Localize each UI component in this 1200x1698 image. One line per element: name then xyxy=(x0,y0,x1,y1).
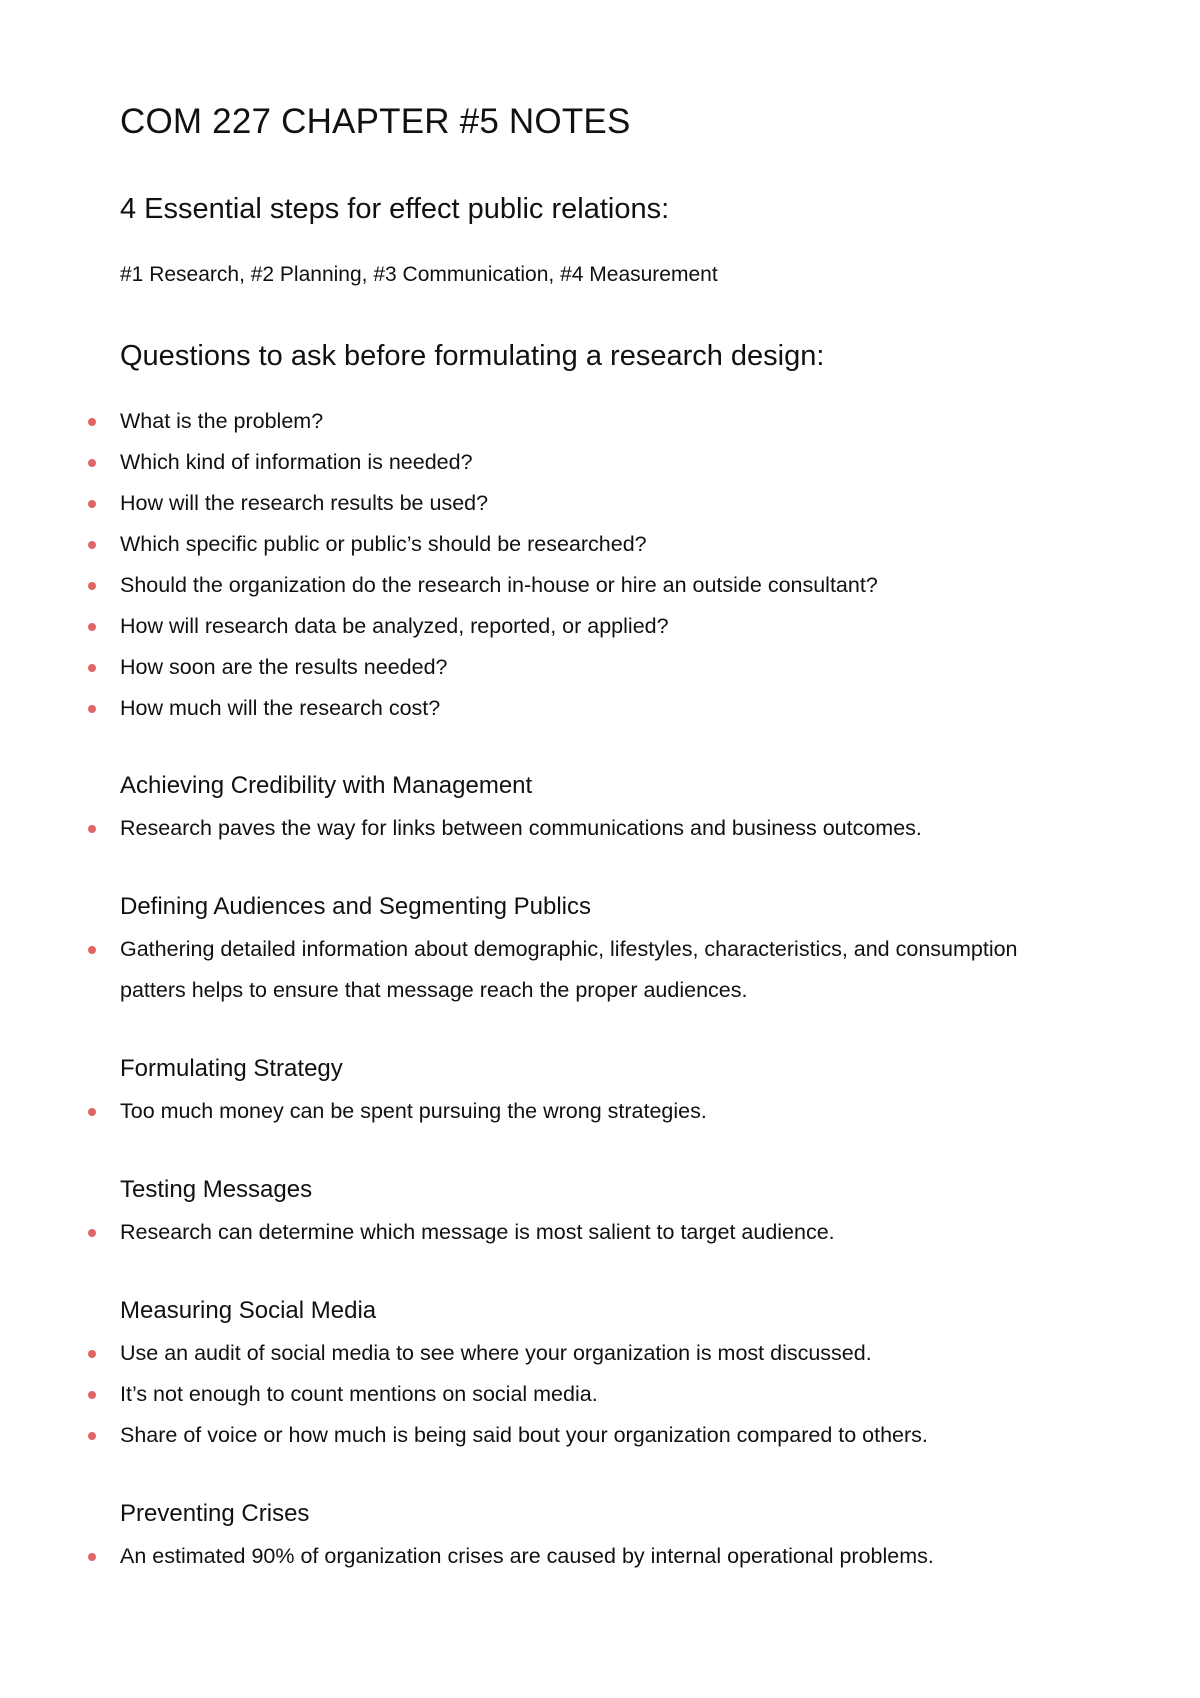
section-list-social-media xyxy=(0,1333,1200,1456)
steps-heading: 4 Essential steps for effect public relations: xyxy=(120,193,670,225)
list-item xyxy=(0,1374,1200,1415)
bullet-icon xyxy=(88,1229,96,1237)
list-item xyxy=(0,1212,1200,1253)
bullet-icon xyxy=(88,1350,96,1358)
section-heading-credibility: Achieving Credibility with Management xyxy=(120,772,533,799)
bullet-icon xyxy=(88,946,96,954)
questions-heading: Questions to ask before formulating a research design: xyxy=(120,340,825,372)
list-item-text: Share of voice or how much is being said bout your organization compared to others. xyxy=(120,1423,928,1447)
bullet-icon xyxy=(88,1108,96,1116)
section-heading-strategy: Formulating Strategy xyxy=(120,1055,343,1082)
steps-text: #1 Research, #2 Planning, #3 Communication, #4 Measurement xyxy=(120,263,718,286)
list-item xyxy=(0,929,1060,1011)
list-item xyxy=(0,1415,1200,1456)
list-item-text: Which specific public or public’s should be researched? xyxy=(120,532,647,556)
section-list-audiences xyxy=(0,929,1200,1011)
bullet-icon xyxy=(88,623,96,631)
list-item-text: Gathering detailed information about demographic, lifestyles, characteristics, and consumption patters helps to ensure that message reach the proper audiences. xyxy=(120,937,1018,1002)
section-heading-social-media: Measuring Social Media xyxy=(120,1297,377,1324)
bullet-icon xyxy=(88,500,96,508)
list-item-text: Use an audit of social media to see where your organization is most discussed. xyxy=(120,1341,872,1365)
list-item-text: How much will the research cost? xyxy=(120,696,441,720)
section-list-strategy xyxy=(0,1091,1200,1132)
list-item-text: Research paves the way for links between communications and business outcomes. xyxy=(120,816,922,840)
section-list-credibility xyxy=(0,808,1200,849)
bullet-icon xyxy=(88,459,96,467)
bullet-icon xyxy=(88,418,96,426)
list-item xyxy=(0,401,1200,442)
list-item-text: Which kind of information is needed? xyxy=(120,450,473,474)
list-item xyxy=(0,688,1200,729)
list-item xyxy=(0,1091,1200,1132)
list-item xyxy=(0,442,1200,483)
list-item-text: It’s not enough to count mentions on social media. xyxy=(120,1382,598,1406)
section-list-crises xyxy=(0,1536,1200,1577)
list-item-text: Research can determine which message is most salient to target audience. xyxy=(120,1220,835,1244)
document-title: COM 227 CHAPTER #5 NOTES xyxy=(120,102,631,141)
section-list-testing xyxy=(0,1212,1200,1253)
bullet-icon xyxy=(88,825,96,833)
bullet-icon xyxy=(88,541,96,549)
list-item xyxy=(0,483,1200,524)
list-item-text: Too much money can be spent pursuing the wrong strategies. xyxy=(120,1099,707,1123)
list-item xyxy=(0,1536,1200,1577)
list-item-text: How will the research results be used? xyxy=(120,491,489,515)
list-item xyxy=(0,524,1200,565)
bullet-icon xyxy=(88,664,96,672)
list-item xyxy=(0,565,1200,606)
list-item-text: How soon are the results needed? xyxy=(120,655,448,679)
list-item-text: Should the organization do the research in-house or hire an outside consultant? xyxy=(120,573,878,597)
bullet-icon xyxy=(88,705,96,713)
list-item-text: How will research data be analyzed, reported, or applied? xyxy=(120,614,669,638)
bullet-icon xyxy=(88,1432,96,1440)
list-item xyxy=(0,606,1200,647)
list-item xyxy=(0,808,1200,849)
section-heading-audiences: Defining Audiences and Segmenting Publics xyxy=(120,893,591,920)
section-heading-crises: Preventing Crises xyxy=(120,1500,310,1527)
bullet-icon xyxy=(88,582,96,590)
list-item-text: What is the problem? xyxy=(120,409,324,433)
bullet-icon xyxy=(88,1553,96,1561)
section-heading-testing: Testing Messages xyxy=(120,1176,313,1203)
list-item xyxy=(0,1333,1200,1374)
bullet-icon xyxy=(88,1391,96,1399)
list-item xyxy=(0,647,1200,688)
list-item-text: An estimated 90% of organization crises are caused by internal operational problems. xyxy=(120,1544,934,1568)
questions-list xyxy=(0,401,1200,729)
